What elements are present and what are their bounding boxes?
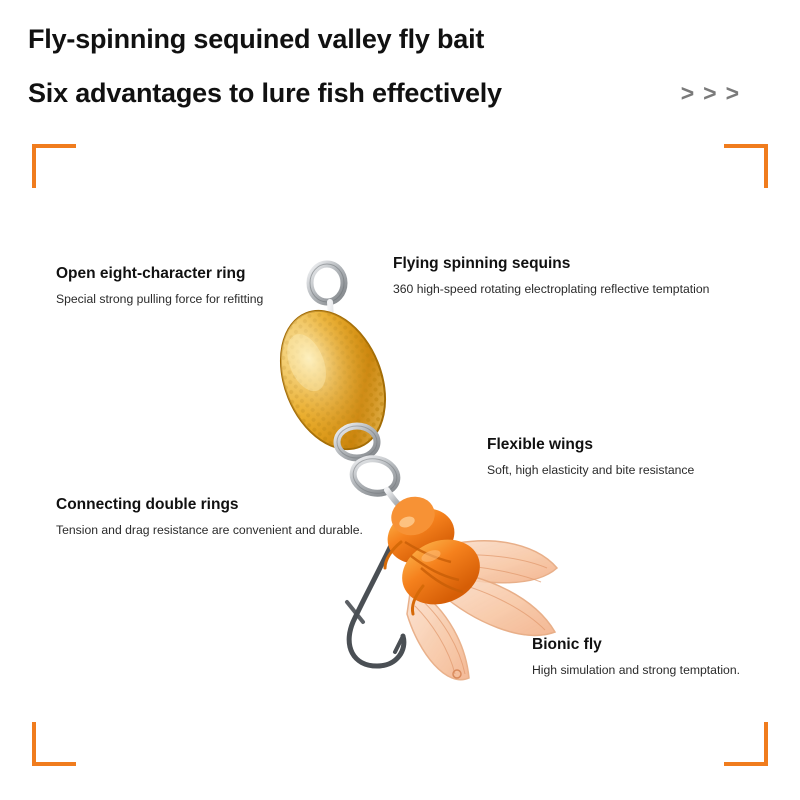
corner-bracket-top-left (32, 144, 76, 188)
corner-bracket-top-right (724, 144, 768, 188)
callout-connecting-double-rings (56, 496, 363, 537)
page-subtitle: Six advantages to lure fish effectively (28, 78, 502, 108)
chevron-right-icon: >>> (680, 80, 748, 106)
callout-description: Special strong pulling force for refitting (56, 292, 264, 306)
callout-description: Tension and drag resistance are convenient and durable. (56, 523, 363, 537)
callout-title: Bionic fly (532, 636, 602, 653)
callout-title: Open eight-character ring (56, 265, 246, 282)
callout-description: Soft, high elasticity and bite resistance (487, 463, 695, 477)
callout-open-eight-character-ring (56, 265, 263, 306)
callout-flexible-wings (487, 436, 694, 477)
corner-bracket-bottom-left (32, 722, 76, 766)
spinner-blade-illustration (262, 295, 405, 464)
callout-description: High simulation and strong temptation. (532, 663, 740, 677)
callout-title: Flexible wings (487, 436, 593, 453)
page-title: Fly-spinning sequined valley fly bait (28, 24, 485, 54)
callout-bionic-fly (532, 636, 740, 677)
callout-title: Flying spinning sequins (393, 255, 571, 272)
callout-flying-spinning-sequins (393, 255, 709, 296)
callout-description: 360 high-speed rotating electroplating reflective temptation (393, 282, 710, 296)
corner-bracket-bottom-right (724, 722, 768, 766)
open-ring-illustration (310, 264, 344, 302)
callout-title: Connecting double rings (56, 496, 239, 513)
